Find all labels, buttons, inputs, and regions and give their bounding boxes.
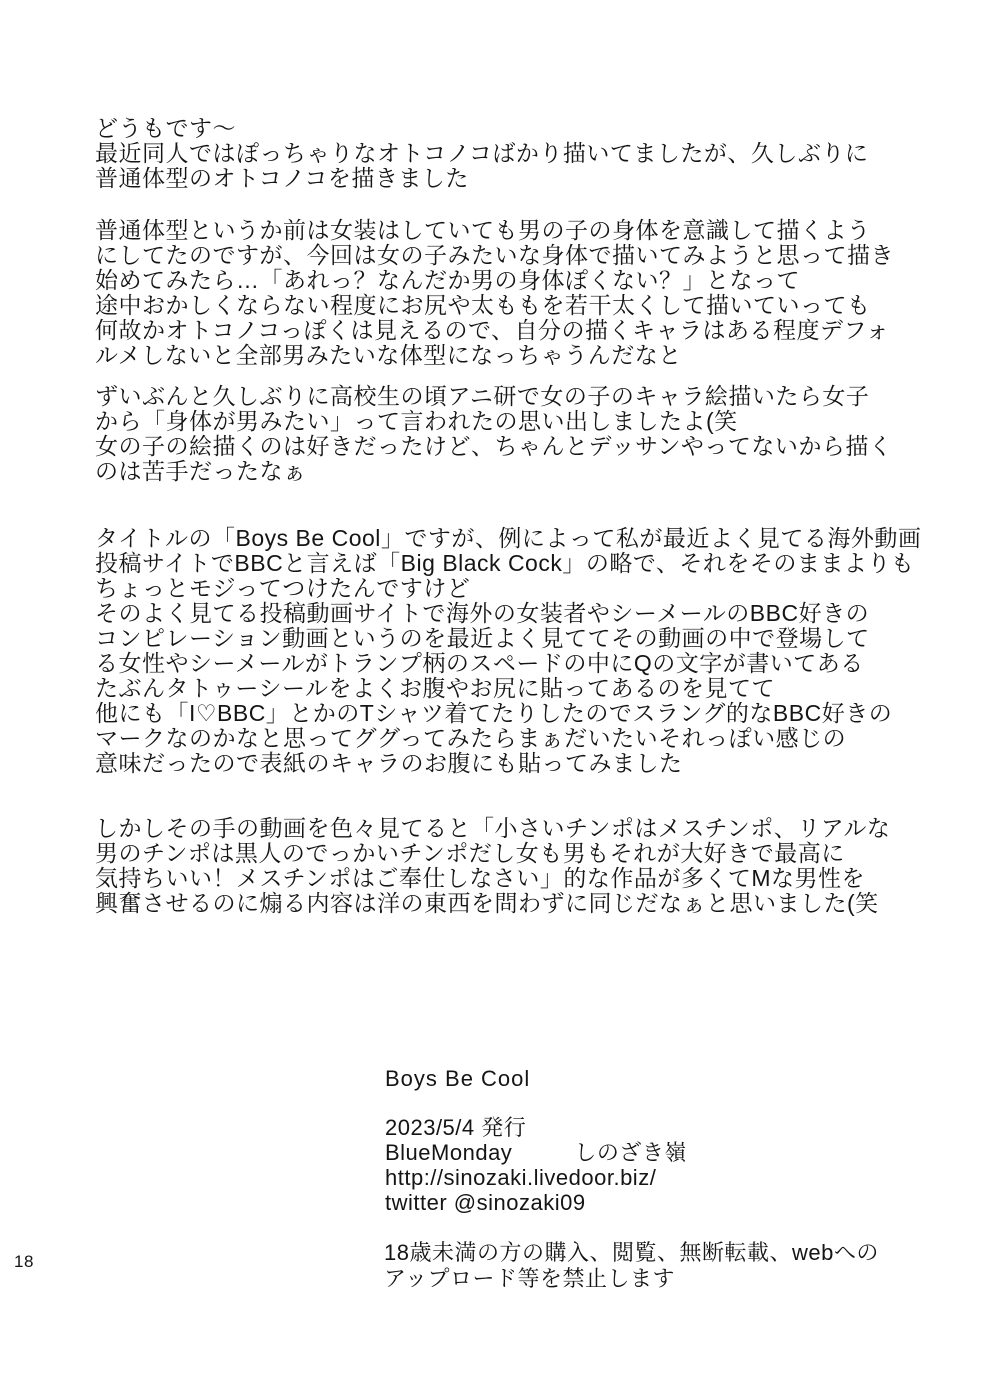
text-line: ちょっとモジってつけたんですけど	[95, 575, 471, 601]
text-line: 女の子の絵描くのは好きだったけど、ちゃんとデッサンやってないから描く	[95, 433, 893, 459]
book-title: Boys Be Cool	[385, 1066, 531, 1091]
twitter-handle: twitter @sinozaki09	[385, 1190, 586, 1215]
age-restriction-notice	[384, 1240, 879, 1292]
afterword-paragraph-4	[95, 526, 925, 776]
afterword-text	[95, 116, 925, 916]
text-line: 興奮させるのに煽る内容は洋の東西を問わずに同じだなぁと思いました(笑	[95, 890, 879, 916]
text-line: どうもです～	[95, 115, 236, 141]
text-line: 他にも「I♡BBC」とかのTシャツ着てたりしたのでスラング的なBBC好きの	[95, 700, 893, 726]
text-line: 普通体型のオトコノコを描きました	[95, 165, 469, 191]
afterword-paragraph-3	[95, 384, 925, 484]
author-name: しのざき嶺	[574, 1140, 687, 1165]
afterword-paragraph-5	[95, 816, 925, 916]
text-line: 何故かオトコノコっぽくは見えるので、自分の描くキャラはある程度デフォ	[95, 317, 890, 343]
text-line: 18歳未満の方の購入、閲覧、無断転載、webへの	[384, 1240, 879, 1265]
text-line: マークなのかなと思ってググってみたらまぁだいたいそれっぽい感じの	[95, 725, 847, 751]
text-line: アップロード等を禁止します	[384, 1266, 675, 1291]
publish-date: 2023/5/4 発行	[385, 1115, 527, 1140]
text-line: 途中おかしくならない程度にお尻や太ももを若干太くして描いていっても	[95, 292, 871, 318]
text-line: コンピレーション動画というのを最近よく見ててその動画の中で登場して	[95, 625, 870, 651]
text-line: にしてたのですが、今回は女の子みたいな身体で描いてみようと思って描き	[95, 242, 894, 268]
text-line: ルメしないと全部男みたいな体型になっちゃうんだなと	[95, 342, 682, 368]
text-line: そのよく見てる投稿動画サイトで海外の女装者やシーメールのBBC好きの	[95, 600, 870, 626]
text-line: しかしその手の動画を色々見てると「小さいチンポはメスチンポ、リアルな	[95, 815, 891, 841]
colophon	[385, 1066, 687, 1215]
website-url: http://sinozaki.livedoor.biz/	[385, 1165, 657, 1190]
afterword-paragraph-2	[95, 218, 925, 368]
circle-author-line	[385, 1140, 687, 1165]
text-line: 始めてみたら…「あれっ？なんだか男の身体ぽくない？」となって	[95, 267, 800, 293]
page-number: 18	[14, 1252, 34, 1271]
circle-name: BlueMonday	[385, 1140, 513, 1165]
text-line: る女性やシーメールがトランプ柄のスペードの中にQの文字が書いてある	[95, 650, 864, 676]
text-line: 普通体型というか前は女装はしていても男の子の身体を意識して描くよう	[95, 217, 871, 243]
text-line: 男のチンポは黒人のでっかいチンポだし女も男もそれが大好きで最高に	[95, 840, 845, 866]
text-line: 意味だったので表紙のキャラのお腹にも貼ってみました	[95, 750, 683, 776]
afterword-paragraph-1	[95, 116, 925, 191]
text-line: たぶんタトゥーシールをよくお腹やお尻に貼ってあるのを見てて	[95, 675, 776, 701]
text-line: から「身体が男みたい」って言われたの思い出しましたよ(笑	[95, 408, 738, 434]
text-line: 投稿サイトでBBCと言えば「Big Black Cock」の略で、それをそのままよりも	[95, 550, 915, 576]
text-line: のは苦手だったなぁ	[95, 458, 307, 484]
text-line: 気持ちいい！メスチンポはご奉仕しなさい」的な作品が多くてMな男性を	[95, 865, 866, 891]
text-line: ずいぶんと久しぶりに高校生の頃アニ研で女の子のキャラ絵描いたら女子	[95, 383, 870, 409]
text-line: 最近同人ではぽっちゃりなオトコノコばかり描いてましたが、久しぶりに	[95, 140, 869, 166]
text-line: タイトルの「Boys Be Cool」ですが、例によって私が最近よく見てる海外動画	[95, 525, 922, 551]
